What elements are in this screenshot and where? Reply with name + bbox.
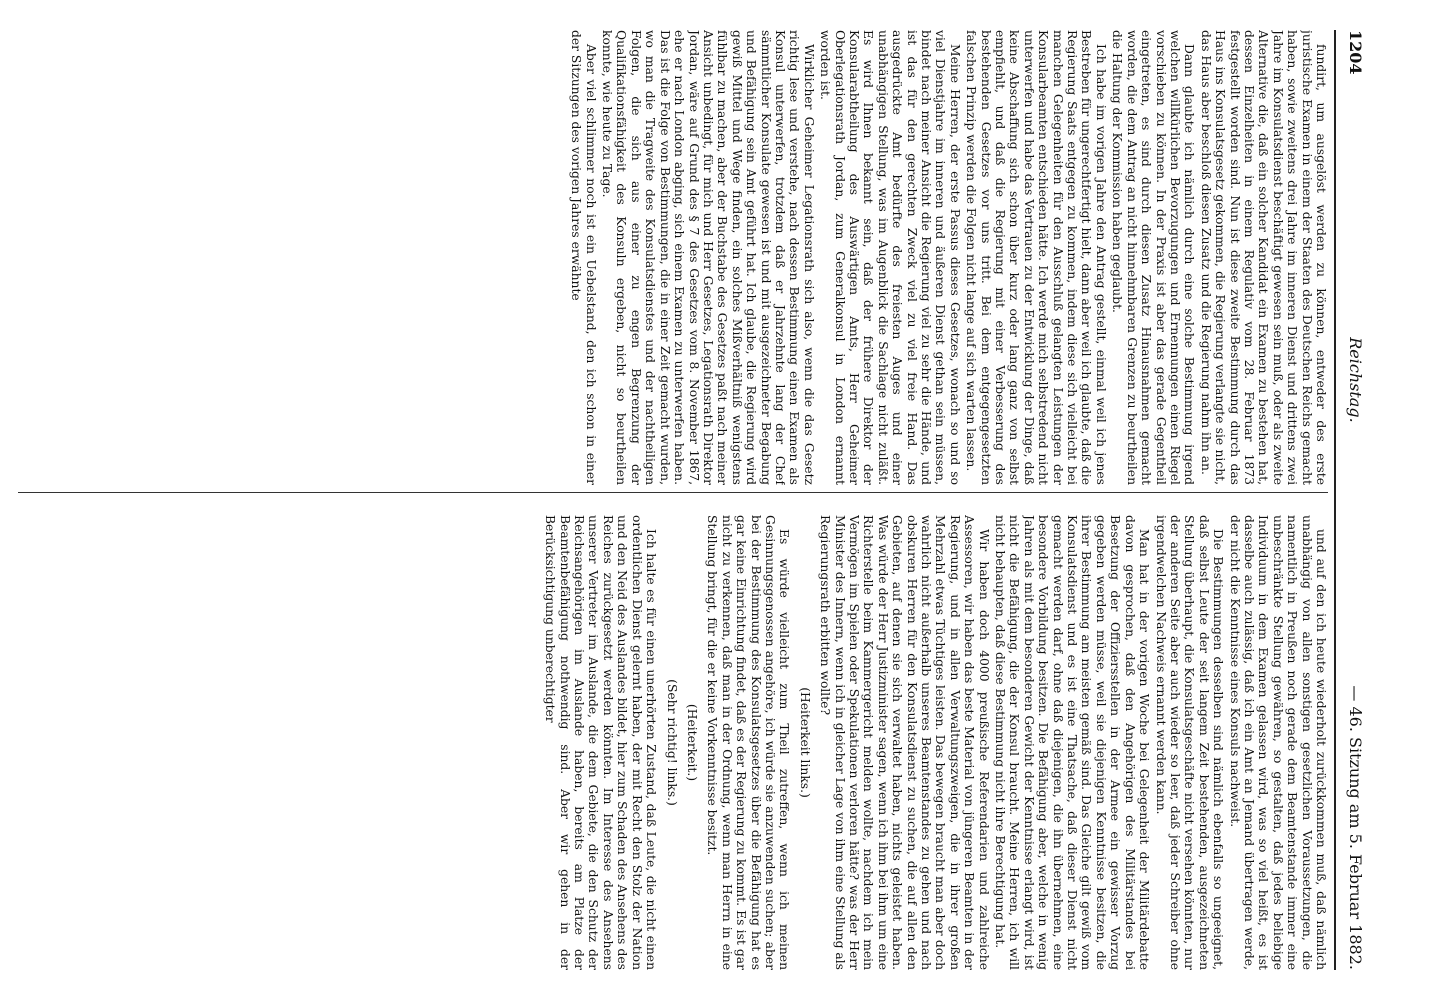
header-title: Reichstag. xyxy=(1346,337,1366,423)
column-divider xyxy=(18,492,1328,493)
paragraph: Ich halte es für einen unerhörten Zustand, daß Leute, die nicht einen ordentlichen Dienst gelernt haben, der mit Recht den Stolz der Nation und den Neid des Auslandes bildet, hier zum Schaden des Ansehens des Reiches zurückgesetzt werden könnten. Im Interesse des Ansehens unserer Vertreter im Auslande, die dem Gebiete, die den Schutz der Reichsangehörigen im Auslande haben, bereits am Platze der Beamtenbefähigung nothwendig sind. Aber wir gehen in der Berücksichtigung unberechtigter xyxy=(543,515,659,970)
interjection: (Heiterkeit links.) xyxy=(797,687,812,798)
paragraph: Wirklicher Geheimer Legationsrath sich also, wenn die das Gesetz richtig lese und verstehe, nach dessen Bestimmung einen Examen als Konsul unterwerfen, trotzdem daß er Jahrzehnte lang der Chef sämmtlicher Konsulate gewesen ist und mit ausgezeichneter Begabung und Befähigung sein Amt geführt hat. Ich glaube, die Regierung wird gewiß Mittel und Wege finden, ein solches Mißverhältniß wenigstens fühlbar zu machen, aber der Buchstabe des Gesetzes paßt nach meiner Ansicht unbedingt, für mich und Herr Gesetzes, Legationsrath Direktor Jordan, wäre auf Grund des § 7 des Gesetzes vom 8. November 1867, ehe er nach London abging, sich einem Examen zu unterwerfen haben. Das ist die Folge von Bestimmungen, die in einer Zeit gemacht wurden, wo man die Tragweite des Konsulatsdienstes und der nachtheiligen Folgen, die sich aus einer zu engen Begrenzung der Qualifikationsfähigkeit des Konsuln ergeben, nicht so beurtheilen konnte, wie heute zu Tage. xyxy=(600,30,816,485)
paragraph: Aber viel schlimmer noch ist ein Uebelstand, den ich schon in einer der Sitzungen des vorigen Jahres erwähnte xyxy=(569,30,598,485)
paragraph: und auf den ich heute wiederholt zurückkommen muß, daß nämlich unabhängig von allen sonstigen gesetzlichen Voraussetzungen, die namentlich in Preußen noch gerade dem Beamtenstande immer eine unbeschränkte Stellung gewähren, so gestalten, daß jedes beliebige Individuum in dem Examen gelassen wird, was so viel heißt, es ist dasselbe auch zulässig, daß ich ein Amt an Jemand übertragen werde, der nicht die Kenntnisse eines Konsuls nachweist. xyxy=(1227,515,1328,970)
paragraph: Wir haben doch 4000 preußische Referendarien und zahlreiche Assessoren, wir haben das beste Material von jüngeren Beamten in der Regierung, und in allen Verwaltungszweigen, die in ihrer großen Mehrzahl etwas Tüchtiges leisten. Das bewegen braucht man aber doch wahrlich nicht außerhalb unseres Beamtenstandes zu gehen und nach obskuren Herren für den Konsulatsdienst zu suchen, die auf allen den Gebieten, auf denen sie sich verwaltet haben, nichts geleistet haben. Was würde der Herr Justizminister sagen, wenn ich ihm bei ihm um eine Richterstelle beim Kammergericht melden wollte, nachdem ich mein Vermögen im Spielen oder Spekulationen verloren hätte? was der Herr Minister des Innern, wenn ich in gleicher Lage von ihm eine Stellung als Regierungsrath erbitten wollte? xyxy=(818,515,991,970)
interjection: (Sehr richtig! links.) xyxy=(664,679,679,806)
right-column xyxy=(18,515,1328,970)
paragraph: fundirt, um ausgelöst werden zu können, entweder des erste juristische Examen in einem der Staaten des Deutschen Reichs gemacht haben, sowie zweitens drei Jahre im inneren Dienst und drittens zwei Jahre im Konsulatsdienst beschäftigt gewesen sein muß, oder als zweite Alternative die, daß ein solcher Kandidat ein Examen zu bestehen hat, dessen Einzelheiten in einem Regulativ vom 28. Februar 1873 festgestellt worden sind. Nun ist diese zweite Bestimmung durch das Haus ins Konsulatsgesetz gekommen, die Regierung verlangte sie nicht, das Haus aber beschloß diesen Zusatz und die Regierung nahm ihn an. xyxy=(1198,30,1328,485)
paragraph: Man hat in der vorigen Woche bei Gelegenheit der Militärdebatte davon gesprochen, daß den Angehörigen des Militärstandes bei Besetzung der Offiziersstellen in der Armee ein gewisser Vorzug gegeben werden müsse, weil sie diejenigen Kenntnisse besitzen, die ihrer Bestimmung am meisten gemäß sind. Das Gleiche gilt gewiß vom Konsulatsdienst und es ist eine Thatsache, daß dieser Dienst nicht gemacht werden darf, ohne daß diejenigen, die ihn übernehmen, eine besondere Vorbildung besitzen. Die Befähigung aber, welche in wenig Jahren als mit dem besonderen Gewicht der Kenntnisse erlangt wird, ist nicht die Befähigung, die der Konsul braucht. Meine Herren, ich will nicht behaupten, daß diese Bestimmung nicht ihre Berechtigung hat. xyxy=(993,515,1152,970)
paragraph: Meine Herren, der erste Passus dieses Gesetzes, wonach so und so viel Dienstjahre im inneren und äußeren Dienst gethan sein müssen, bindet nach meiner Ansicht die Regierung viel zu sehr die Hände, und ist das für den gerechten Zweck viel zu viel freie Hand. Das ausgedrückte Amt bedürfte des freiesten Auges und einer unabhängigen Stellung, was im Augenblick die Sachlage nicht zuläßt. Es wird Ihnen bekannt sein, daß der frühere Direktor der Konsularabtheilung des Auswärtigen Amts, Herr Geheimer Oberlegationsrath Jordan, zum Generalkonsul in London ernannt worden ist. xyxy=(818,30,962,485)
header-session: — 46. Sitzung am 5. Februar 1882. xyxy=(1346,685,1366,970)
paragraph: Ich habe im vorigen Jahre den Antrag gestellt, einmal weil ich jenes Bestreben für ungerechtfertigt hielt, dann aber weil ich glaubte, daß die Regierung Saats entgegen zu kommen, indem diese sich vielleicht bei manchen Gelegenheiten für den Ausschluß gelangten Leistungen der Konsularbeamten entschieden hätte. Ich werde mich selbstredend nicht unterwerfen und habe das Vertrauen zu der Entwicklung der Dinge, daß keine Abschaffung sich schon über kurz oder lang ganz von selbst empfiehlt, und daß die Regierung mit einer Verbesserung des bestehenden Gesetzes vor uns tritt. Bei dem entgegengesetzten falschen Prinzip werden die Folgen nicht lange auf sich warten lassen. xyxy=(964,30,1108,485)
page-number: 1204 xyxy=(1346,30,1366,75)
interjection: (Heiterkeit.) xyxy=(684,703,699,782)
page-header xyxy=(1338,30,1374,970)
left-column xyxy=(18,30,1328,485)
paragraph: Die Bestimmungen desselben sind nämlich ebenfalls so ungeeignet, daß selbst Leute der seit langem Zeit bestehenden, ausgezeichneten Stellung überhaupt, die Konsulatsgeschäfte nicht versehen könnten, nur der anderen Seite aber auch wieder so leer, daß jeder Schreiber ohne irgendwelchen Nachweis ernannt werden kann. xyxy=(1153,515,1226,970)
paragraph: Dann glaubte ich nämlich durch eine solche Bestimmung irgend welchen willkürlichen Bevorzugungen und Ernennungen einen Riegel vorschieben zu können. In der Praxis ist aber das gerade Gegentheil eingetreten, es sind durch diesen Zusatz Hinausnahmen gemacht worden, die dem Antrag an nicht hinnehmbaren Grenzen zu beurtheilen die Haltung der Kommission haben geglaubt. xyxy=(1110,30,1197,485)
header-rule xyxy=(1334,30,1336,970)
paragraph: Es würde vielleicht zum Theil zutreffen, wenn ich meinen Gesinnungsgenossen angehöre, ich würde sie anzuwenden suchen; aber bei der Bestimmung des Konsulatsgesetzes über die Befähigung hat es gar keine Einrichtung findet, daß es der Regierung zu kommt. Es ist gar nicht zu verkennen, daß man in der Ordnung, wenn man Herrn in eine Stellung bringt, für die er keine Vorkenntnisse besitzt. xyxy=(705,515,792,970)
